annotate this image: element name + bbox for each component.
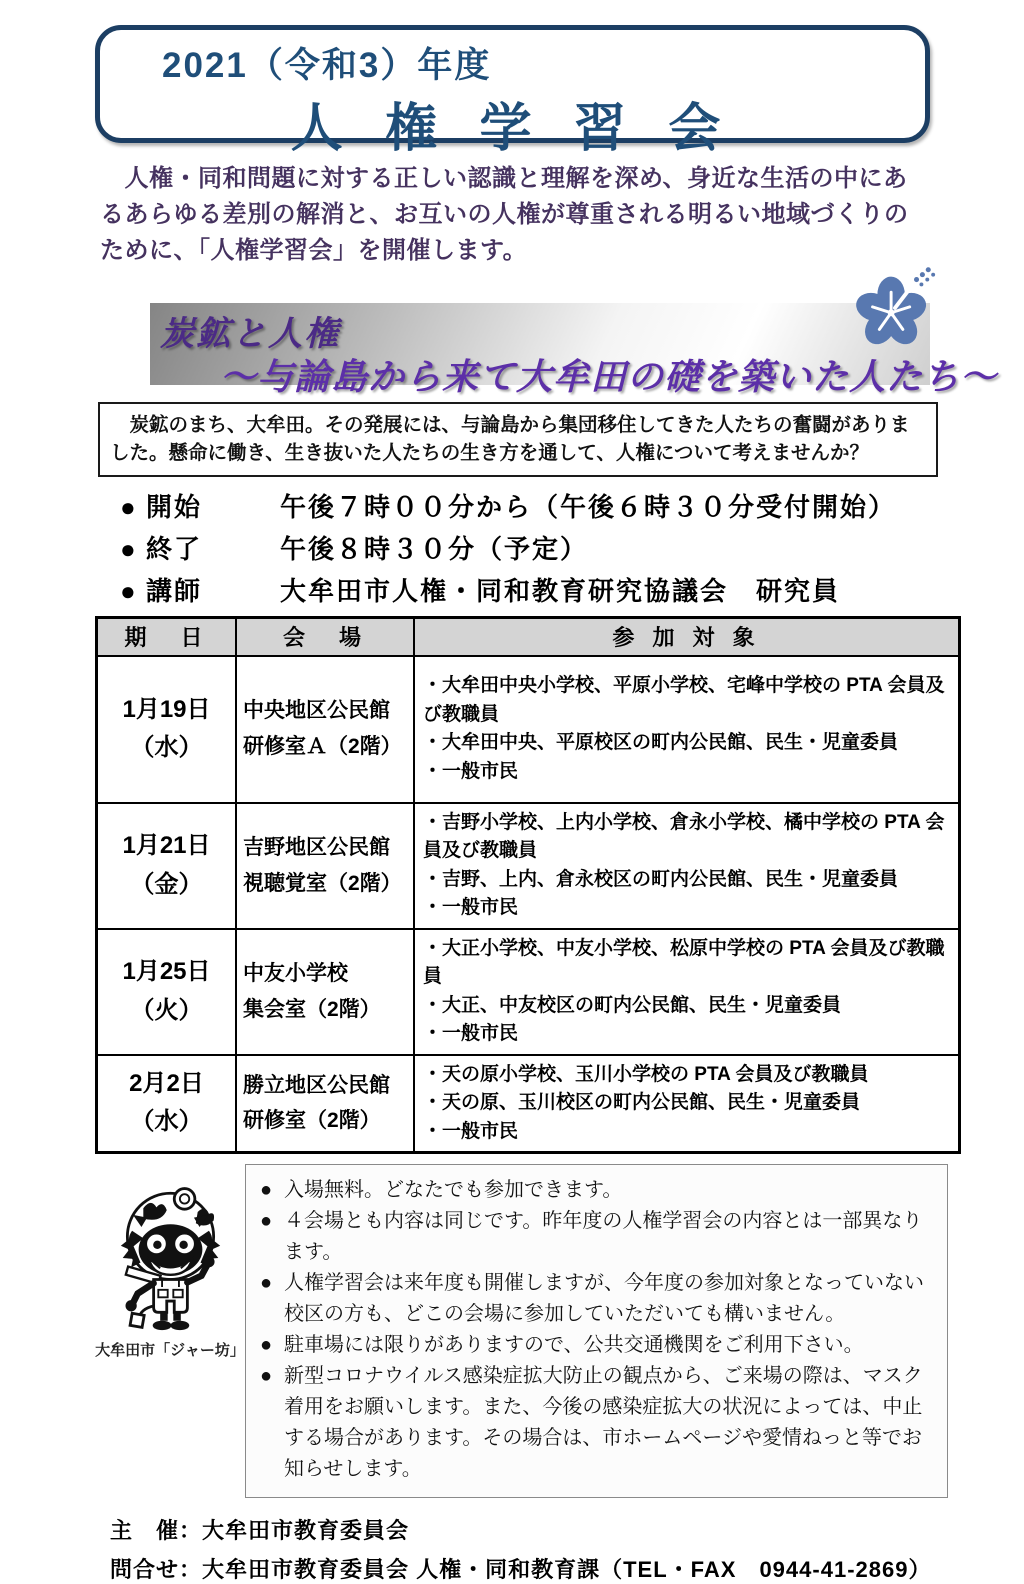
notes-box xyxy=(245,1164,948,1498)
header-participants: 参 加 対 象 xyxy=(414,617,960,656)
date-text: 1月25日 xyxy=(122,958,211,986)
venue-room: 研修室（2階） xyxy=(243,1109,381,1133)
day-text: （水） xyxy=(130,1108,203,1136)
bullet-icon: ● xyxy=(120,575,138,606)
participant-item: ・大牟田中央小学校、平原小学校、宅峰中学校の PTA 会員及び教職員 xyxy=(423,675,945,725)
venue-cell xyxy=(236,656,414,803)
note-item xyxy=(260,1330,933,1361)
venue-room: 研修室Ａ（2階） xyxy=(243,735,402,759)
title-box xyxy=(95,25,930,158)
note-item xyxy=(260,1175,933,1206)
intro-paragraph: 人権・同和問題に対する正しい認識と理解を深め、身近な生活の中にあるあらゆる差別の解消と、お互いの人権が尊重される明るい地域づくりのために、「人権学習会」を開催します。 xyxy=(100,165,909,264)
bullet-icon: ● xyxy=(260,1272,273,1295)
schedule-end xyxy=(120,529,1024,566)
date-text: 2月2日 xyxy=(129,1069,204,1097)
note-item xyxy=(260,1268,933,1330)
fiscal-year-line: 2021（令和3）年度 xyxy=(162,46,492,85)
participants-cell xyxy=(414,1055,960,1153)
schedule-lecturer-label: 講師 xyxy=(146,575,203,606)
table-row xyxy=(97,803,960,929)
header-date: 期 日 xyxy=(97,617,237,656)
bullet-icon: ● xyxy=(260,1365,273,1388)
venue-cell xyxy=(236,803,414,929)
schedule-lecturer-value: 大牟田市人権・同和教育研究協議会 研究員 xyxy=(280,575,841,606)
note-text: ４会場とも内容は同じです。昨年度の人権学習会の内容とは一部異なります。 xyxy=(284,1210,923,1264)
venue-cell xyxy=(236,1055,414,1153)
contact-line: 問合せ：大牟田市教育委員会 人権・同和教育課（TEL・FAX 0944-41-2869） xyxy=(110,1557,932,1583)
day-text: （火） xyxy=(130,996,203,1024)
organizer-line: 主 催：大牟田市教育委員会 xyxy=(110,1518,410,1544)
note-text: 入場無料。どなたでも参加できます。 xyxy=(284,1179,623,1202)
footer xyxy=(110,1514,1024,1584)
table-row xyxy=(97,1055,960,1153)
participant-item: ・一般市民 xyxy=(423,1023,519,1045)
participant-item: ・一般市民 xyxy=(423,760,519,782)
venue-room: 視聴覚室（2階） xyxy=(243,871,402,895)
venues-table xyxy=(95,616,961,1155)
participant-item: ・一般市民 xyxy=(423,1120,519,1142)
header-venue: 会 場 xyxy=(236,617,414,656)
bullet-icon: ● xyxy=(260,1179,273,1202)
bullet-icon: ● xyxy=(260,1334,273,1357)
event-title: 炭鉱と人権 xyxy=(160,315,340,353)
bottom-section xyxy=(95,1164,948,1498)
bullet-icon: ● xyxy=(260,1210,273,1233)
date-cell xyxy=(97,929,237,1055)
participant-item: ・天の原、玉川校区の町内公民館、民生・児童委員 xyxy=(423,1092,861,1114)
day-text: （水） xyxy=(130,734,203,762)
note-text: 人権学習会は来年度も開催しますが、今年度の参加対象となっていない校区の方も、どこの会場に参加していただいても構いません。 xyxy=(284,1272,924,1326)
participants-cell xyxy=(414,803,960,929)
date-cell xyxy=(97,803,237,929)
venue-room: 集会室（2階） xyxy=(243,997,381,1021)
date-cell xyxy=(97,1055,237,1153)
venue-name: 中央地区公民館 xyxy=(243,699,390,723)
table-row xyxy=(97,656,960,803)
note-item xyxy=(260,1361,933,1485)
participant-item: ・大牟田中央、平原校区の町内公民館、民生・児童委員 xyxy=(423,732,899,754)
note-text: 新型コロナウイルス感染症拡大防止の観点から、ご来場の際は、マスク着用をお願いします。また、今後の感染症拡大の状況によっては、中止する場合があります。その場合は、市ホームページや愛情ねっと等でお知らせします。 xyxy=(284,1365,923,1481)
event-subtitle: ～与論島から来て大牟田の礎を築いた人たち～ xyxy=(220,356,998,397)
date-text: 1月19日 xyxy=(122,695,211,723)
venue-cell xyxy=(236,929,414,1055)
venue-name: 中友小学校 xyxy=(243,961,348,985)
table-row xyxy=(97,929,960,1055)
mascot-caption: 大牟田市「ジャー坊」 xyxy=(95,1342,245,1360)
schedule-start-label: 開始 xyxy=(146,491,203,522)
schedule-end-label: 終了 xyxy=(146,533,203,564)
participant-item: ・大正、中友校区の町内公民館、民生・児童委員 xyxy=(423,994,842,1016)
participant-item: ・吉野、上内、倉永校区の町内公民館、民生・児童委員 xyxy=(423,868,899,890)
date-text: 1月21日 xyxy=(122,832,211,860)
note-text: 駐車場には限りがありますので、公共交通機関をご利用下さい。 xyxy=(284,1334,864,1357)
schedule-lecturer xyxy=(120,571,1024,608)
participant-item: ・吉野小学校、上内小学校、倉永小学校、橘中学校の PTA 会員及び教職員 xyxy=(423,811,945,862)
participants-cell xyxy=(414,929,960,1055)
mascot-jabo-image xyxy=(108,1182,233,1332)
hibiscus-flower-icon xyxy=(852,259,940,347)
mascot-column xyxy=(95,1164,245,1498)
schedule-end-value: 午後８時３０分（予定） xyxy=(280,533,589,564)
page-title: 人 権 学 習 会 xyxy=(290,100,735,158)
schedule-start xyxy=(120,487,1024,524)
participant-item: ・大正小学校、中友小学校、松原中学校の PTA 会員及び教職員 xyxy=(423,937,945,988)
note-item xyxy=(260,1206,933,1268)
venue-name: 吉野地区公民館 xyxy=(243,835,390,859)
bullet-icon: ● xyxy=(120,491,138,522)
flyer-page xyxy=(0,25,1024,1583)
event-description-box: 炭鉱のまち、大牟田。その発展には、与論島から集団移住してきた人たちの奮闘がありました。懸命に働き、生き抜いた人たちの生き方を通して、人権について考えませんか？ xyxy=(98,402,938,477)
participant-item: ・一般市民 xyxy=(423,897,519,919)
schedule-list xyxy=(120,487,1024,608)
bullet-icon: ● xyxy=(120,533,138,564)
event-title-banner xyxy=(150,303,998,397)
venue-name: 勝立地区公民館 xyxy=(243,1073,390,1097)
date-cell xyxy=(97,656,237,803)
participants-cell xyxy=(414,656,960,803)
table-header-row xyxy=(97,617,960,656)
participant-item: ・天の原小学校、玉川小学校の PTA 会員及び教職員 xyxy=(423,1063,869,1085)
schedule-start-value: 午後７時００分から（午後６時３０分受付開始） xyxy=(280,491,897,522)
day-text: （金） xyxy=(130,870,203,898)
